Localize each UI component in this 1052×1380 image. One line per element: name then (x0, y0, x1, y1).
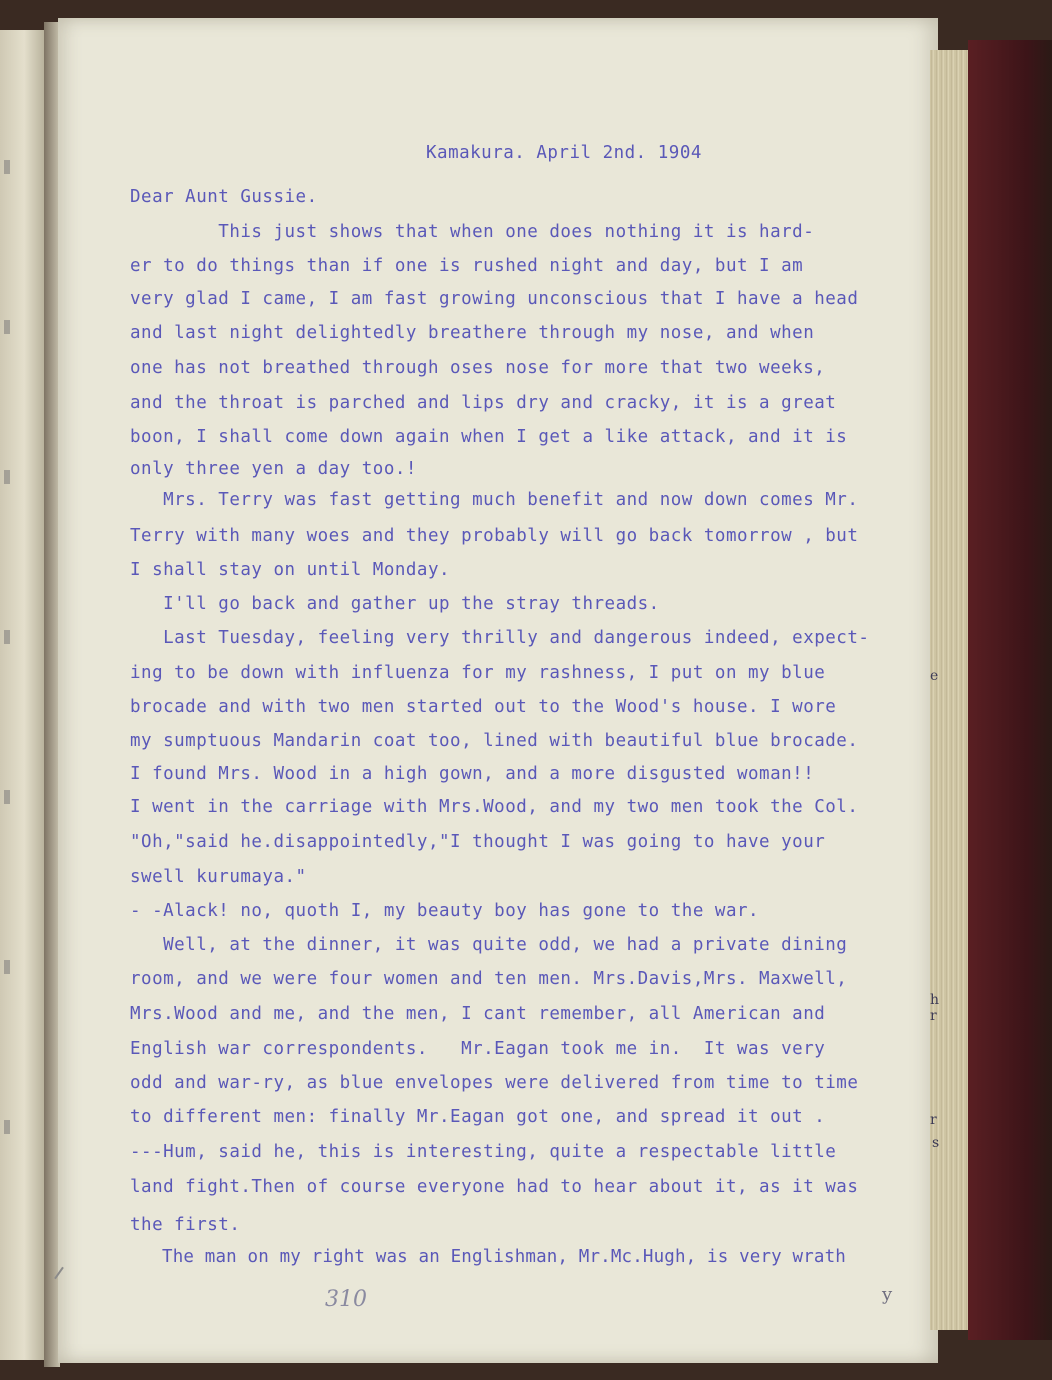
letter-line: ing to be down with influenza for my rashness, I put on my blue (130, 663, 826, 683)
letter-line: the first. (130, 1215, 241, 1235)
letter-line: my sumptuous Mandarin coat too, lined with beautiful blue brocade. (130, 731, 859, 751)
book-cover (968, 40, 1052, 1340)
typed-letter (130, 0, 930, 1267)
letter-line: brocade and with two men started out to the Wood's house. I wore (130, 697, 837, 717)
letter-line: swell kurumaya." (130, 867, 307, 887)
letter-line: "Oh,"said he.disappointedly,"I thought I was going to have your (130, 832, 826, 852)
dateline: Kamakura. April 2nd. 1904 (426, 143, 702, 163)
letter-line: The man on my right was an Englishman, Mr.Mc.Hugh, is very wrath (130, 1247, 846, 1267)
edge-letter: r (930, 1112, 937, 1128)
letter-line: English war correspondents. Mr.Eagan took me in. It was very (130, 1039, 826, 1059)
letter-line: Mrs. Terry was fast getting much benefit and now down comes Mr. (130, 490, 859, 510)
letter-line: boon, I shall come down again when I get a like attack, and it is (130, 427, 848, 447)
letter-line: I shall stay on until Monday. (130, 560, 451, 580)
letter-line: and last night delightedly breathere through my nose, and when (130, 323, 815, 343)
letter-line: - -Alack! no, quoth I, my beauty boy has gone to the war. (130, 901, 760, 921)
left-page-edge (0, 30, 44, 1360)
letter-line: This just shows that when one does nothing it is hard- (130, 222, 815, 242)
letter-line: I went in the carriage with Mrs.Wood, and my two men took the Col. (130, 797, 859, 817)
folio-number: 310 (325, 1287, 367, 1312)
letter-line: Dear Aunt Gussie. (130, 187, 318, 207)
letter-line: room, and we were four women and ten men. Mrs.Davis,Mrs. Maxwell, (130, 969, 848, 989)
letter-line: very glad I came, I am fast growing unconscious that I have a head (130, 289, 859, 309)
letter-line: ---Hum, said he, this is interesting, quite a respectable little (130, 1142, 837, 1162)
margin-mark: y (882, 1284, 893, 1305)
edge-letter: s (932, 1135, 940, 1151)
edge-letter: e (930, 668, 939, 684)
letter-line: Well, at the dinner, it was quite odd, we had a private dining (130, 935, 848, 955)
letter-line: I'll go back and gather up the stray threads. (130, 594, 660, 614)
left-page-marks (4, 30, 24, 1360)
letter-line: land fight.Then of course everyone had to hear about it, as it was (130, 1177, 859, 1197)
letter-line: one has not breathed through oses nose for more that two weeks, (130, 358, 826, 378)
letter-line: er to do things than if one is rushed night and day, but I am (130, 256, 804, 276)
letter-line: I found Mrs. Wood in a high gown, and a more disgusted woman!! (130, 764, 815, 784)
letter-line: and the throat is parched and lips dry and cracky, it is a great (130, 393, 837, 413)
edge-letter: h (930, 992, 940, 1008)
letter-line: Terry with many woes and they probably will go back tomorrow , but (130, 526, 859, 546)
letter-line: Last Tuesday, feeling very thrilly and dangerous indeed, expect- (130, 628, 870, 648)
edge-letter: r (930, 1008, 937, 1024)
letter-line: only three yen a day too.! (130, 459, 417, 479)
letter-line: odd and war-ry, as blue envelopes were delivered from time to time (130, 1073, 859, 1093)
letter-line: to different men: finally Mr.Eagan got one, and spread it out . (130, 1107, 826, 1127)
letter-line: Mrs.Wood and me, and the men, I cant remember, all American and (130, 1004, 826, 1024)
